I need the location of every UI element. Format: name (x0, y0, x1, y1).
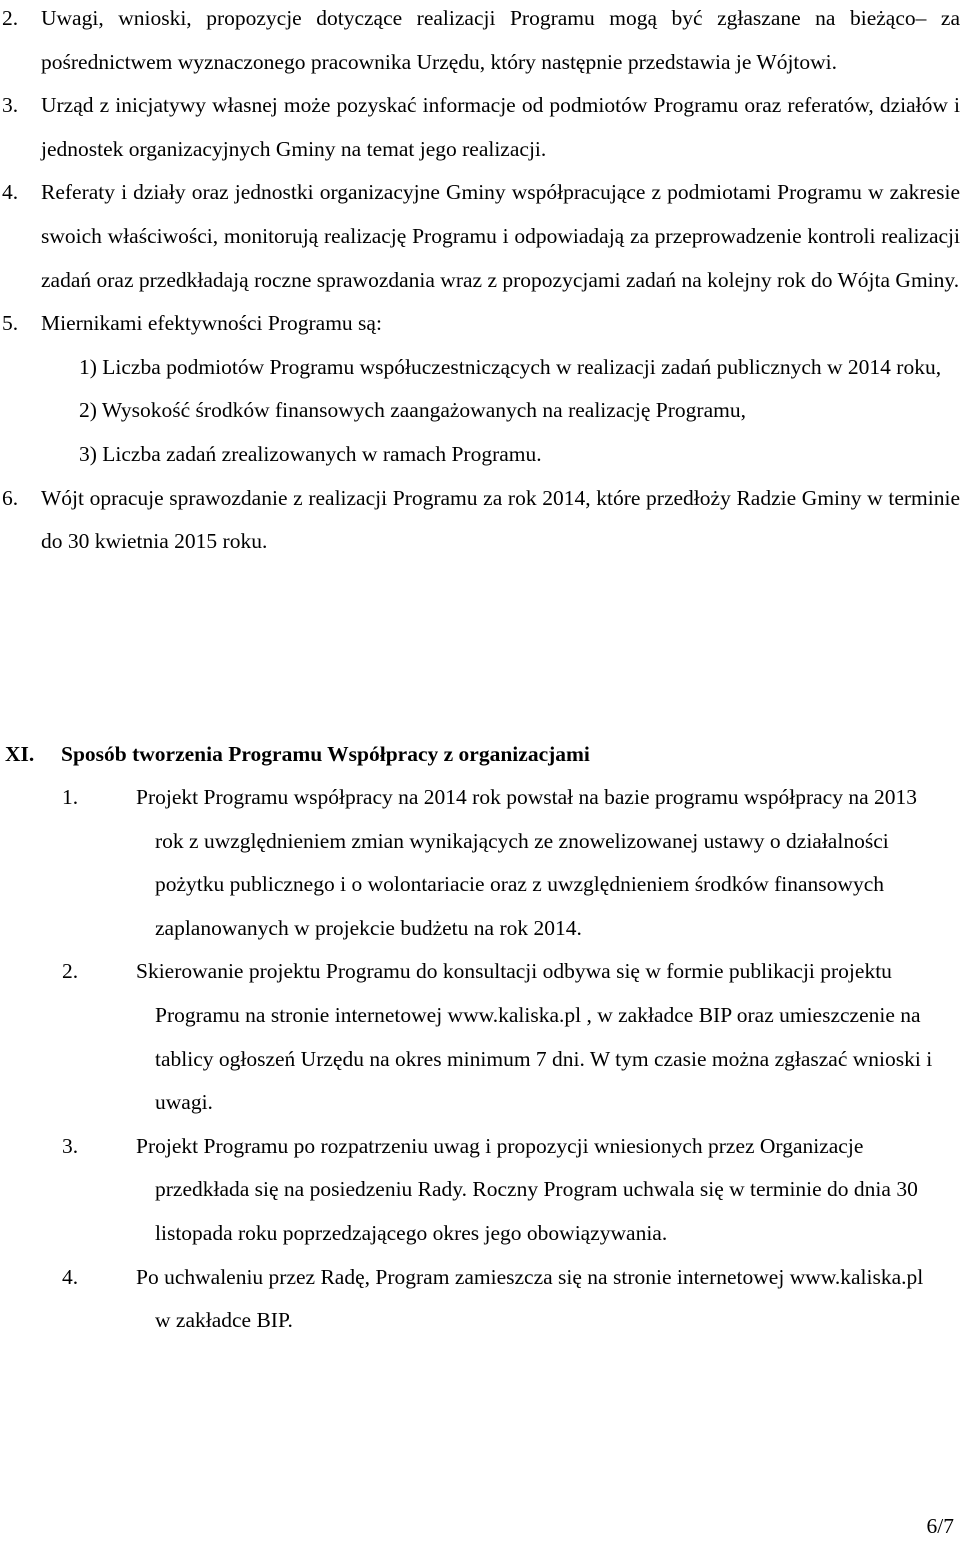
list-item (0, 302, 960, 476)
item-text: Uwagi, wnioski, propozycje dotyczące realizacji Programu mogą być zgłaszane na bieżąco– za pośrednictwem wyznaczonego pracownika Urzędu, który następnie przedstawia je Wójtowi. (41, 6, 960, 74)
measure-item: 3) Liczba zadań zrealizowanych w ramach Programu. (79, 441, 542, 466)
item-number: 6. (2, 485, 19, 510)
list-item (0, 84, 960, 171)
item-text: Wójt opracuje sprawozdanie z realizacji Programu za rok 2014, które przedłoży Radzie Gminy w terminie do 30 kwietnia 2015 roku. (41, 485, 960, 554)
list-item (0, 0, 960, 84)
measure-item: 2) Wysokość środków finansowych zaangażowanych na realizację Programu, (79, 398, 746, 423)
item-number: 1. (62, 785, 79, 809)
section-number: XI. (5, 742, 35, 766)
item-text: Referaty i działy oraz jednostki organizacyjne Gminy współpracujące z podmiotami Programu w zakresie swoich właściwości, monitorują realizację Programu i odpowiadają za przeprowadzenie kontroli realizacji zadań oraz przedkładają roczne sprawozdania wraz z propozycjami zadań na kolejny rok do Wójta Gminy. (41, 180, 960, 292)
item-text: Projekt Programu współpracy na 2014 rok powstał na bazie programu współpracy na 2013 rok z uwzględnieniem zmian wynikających ze znowelizowanej ustawy o działalności pożytku publicznego i o wolontariacie oraz z uwzględnieniem środków finansowych zaplanowanych w projekcie budżetu na rok 2014. (136, 785, 917, 940)
measures-list (41, 346, 960, 477)
section-list-item (0, 1256, 960, 1343)
item-number: 4. (62, 1264, 79, 1289)
section-list-item (0, 950, 960, 1124)
section-list-item (0, 776, 960, 950)
evaluation-list (0, 0, 960, 564)
page-number: 6/7 (926, 1514, 954, 1538)
section-list (0, 776, 960, 1343)
item-text: Po uchwaleniu przez Radę, Program zamieszcza się na stronie internetowej www.kaliska.pl w zakładce BIP. (136, 1264, 924, 1333)
item-number: 2. (2, 6, 19, 30)
item-number: 5. (2, 311, 19, 336)
item-number: 4. (2, 180, 19, 205)
list-item (0, 477, 960, 564)
section-title: Sposób tworzenia Programu Współpracy z organizacjami (61, 742, 590, 766)
item-text: Skierowanie projektu Programu do konsultacji odbywa się w formie publikacji projektu Programu na stronie internetowej www.kaliska.pl , w zakładce BIP oraz umieszczenie na tablicy ogłoszeń Urzędu na okres minimum 7 dni. W tym czasie można zgłaszać wnioski i uwagi. (136, 959, 933, 1115)
item-text: Projekt Programu po rozpatrzeniu uwag i propozycji wniesionych przez Organizacje przedkłada się na posiedzeniu Rady. Roczny Program uchwala się w terminie do dnia 30 listopada roku poprzedzającego okres jego obowiązywania. (136, 1133, 918, 1245)
item-number: 2. (62, 959, 79, 984)
item-text: Urząd z inicjatywy własnej może pozyskać informacje od podmiotów Programu oraz referatów, działów i jednostek organizacyjnych Gminy na temat jego realizacji. (41, 93, 960, 161)
section-list-item (0, 1125, 960, 1256)
list-item (0, 171, 960, 302)
measure-item: 1) Liczba podmiotów Programu współuczestniczących w realizacji zadań publicznych w 2014 roku, (79, 354, 942, 379)
item-text: Miernikami efektywności Programu są: (41, 311, 382, 336)
item-number: 3. (62, 1133, 79, 1158)
item-number: 3. (2, 93, 19, 118)
